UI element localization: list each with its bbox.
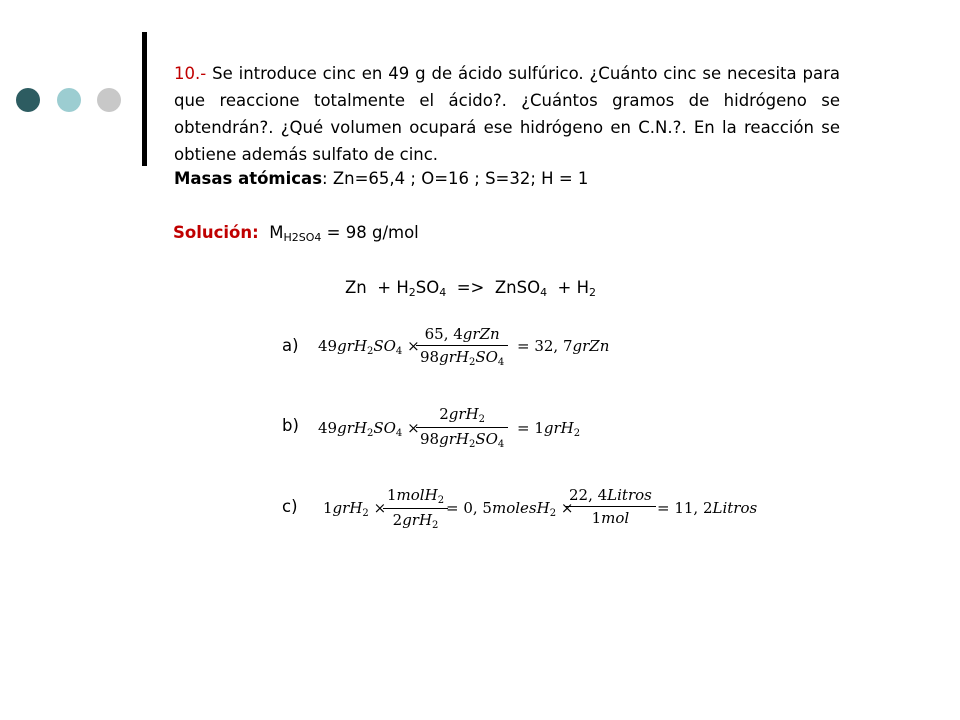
equation-a-label: a): [282, 336, 299, 355]
equation-b-result: = 1grH$_2$: [517, 419, 581, 439]
problem-text: Se introduce cinc en 49 g de ácido sulfúrico. ¿Cuánto cinc se necesita para que reaccione totalmente el ácido?. ¿Cuántos gramos de hidrógeno se obtendrán?. ¿Qué volumen ocupará ese hidrógeno en C.N.?. En la reacción se obtiene además sulfato de cinc.: [174, 64, 840, 164]
atomic-masses: Masas atómicas: Zn=65,4 ; O=16 ; S=32; H = 1: [174, 169, 589, 188]
atomic-masses-label: Masas atómicas: [174, 169, 323, 188]
problem-number: 10.-: [174, 64, 207, 83]
equation-c-fraction-1: 1molH$_2$ 2grH$_2$: [383, 486, 448, 531]
equation-c-middle: = 0, 5molesH$_2$ ×: [446, 499, 574, 519]
equation-a-fraction: 65, 4grZn $98grH_2SO_4$: [416, 325, 508, 368]
atomic-masses-values: Zn=65,4 ; O=16 ; S=32; H = 1: [327, 169, 589, 188]
problem-statement: [174, 60, 840, 168]
equation-a-result: = 32, 7grZn: [517, 337, 610, 355]
gray-dot: [97, 88, 121, 112]
equation-b-lhs: $49grH_2SO_4$ ×: [318, 419, 420, 439]
equation-b-label: b): [282, 416, 299, 435]
solution-label: Solución:: [173, 223, 259, 242]
equation-c-lhs: 1grH$_2$ ×: [323, 499, 387, 519]
solution-line: Solución: $M_{H2SO4} = 98$ g/mol: [173, 223, 419, 244]
equation-b-fraction: 2grH$_2$ $98grH_2SO_4$: [416, 405, 508, 450]
chemical-reaction: $Zn + H_2SO_4$ => ZnSO$_4$ + $H_2$: [345, 278, 597, 299]
light-teal-dot: [57, 88, 81, 112]
equation-c-label: c): [282, 497, 298, 516]
vertical-bar: [142, 32, 147, 166]
equation-c-result: = 11, 2Litros: [657, 499, 758, 517]
equation-a-lhs: $49grH_2SO_4$ ×: [318, 337, 420, 357]
dark-teal-dot: [16, 88, 40, 112]
equation-c-fraction-2: 22, 4Litros 1mol: [565, 486, 656, 527]
